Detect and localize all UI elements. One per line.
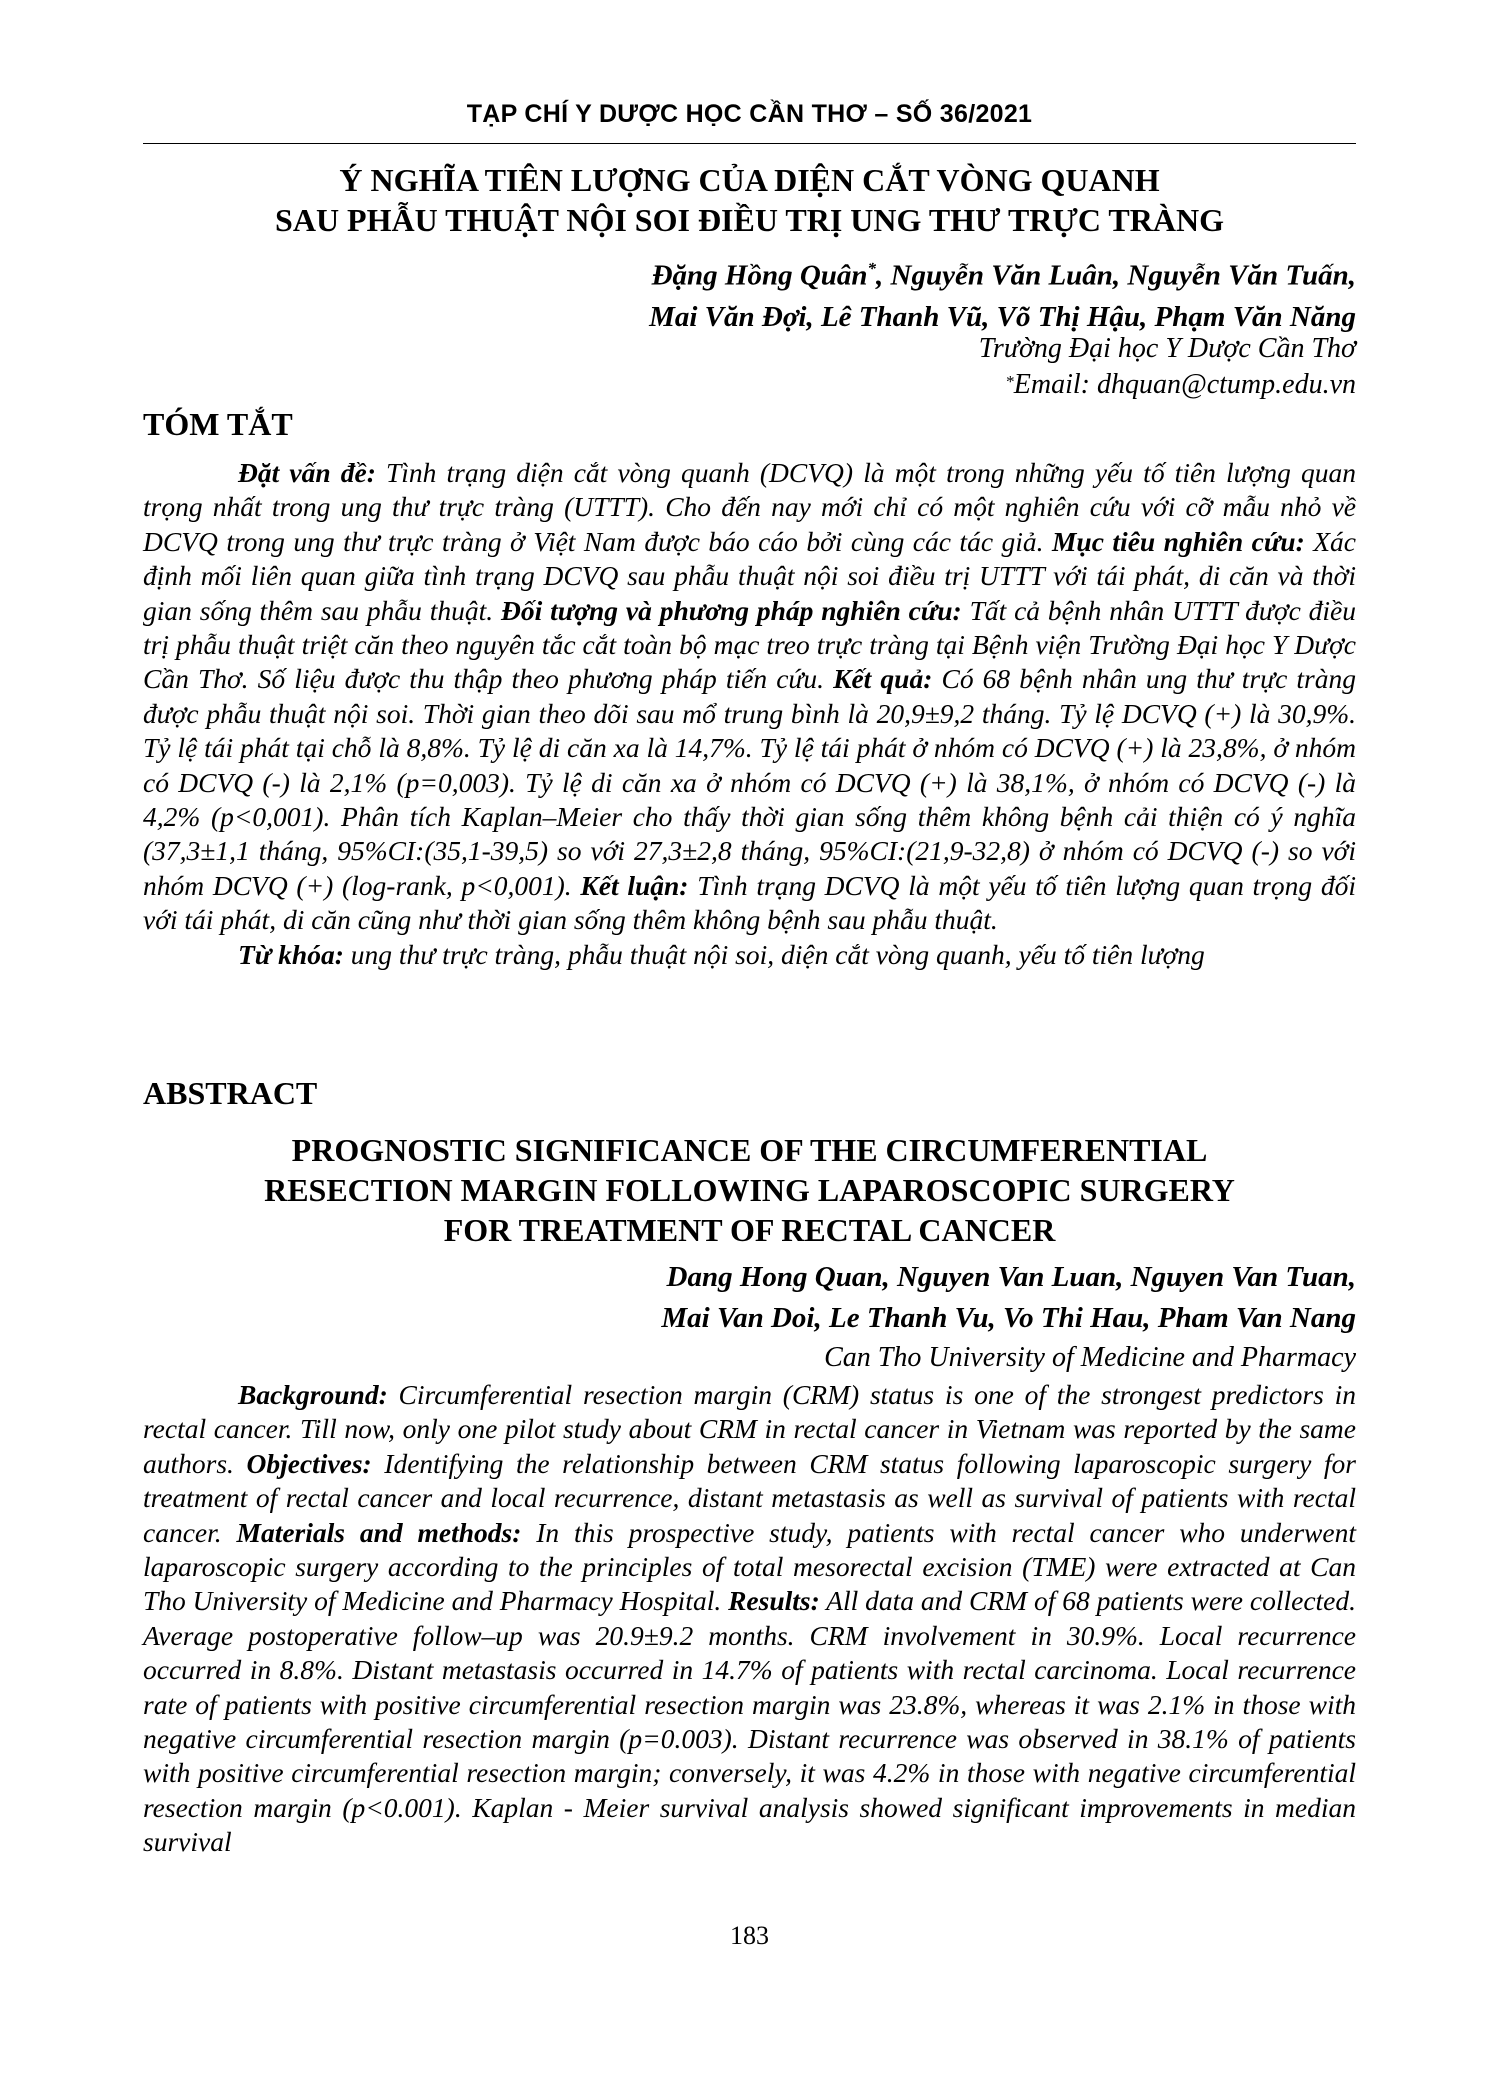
english-title — [143, 1130, 1356, 1250]
section-heading-abstract: ABSTRACT — [143, 1075, 318, 1111]
english-title-line-1: PROGNOSTIC SIGNIFICANCE OF THE CIRCUMFERENTIAL — [291, 1132, 1208, 1168]
english-abstract-paragraph — [143, 1378, 1356, 1860]
vietnamese-abstract-paragraph — [143, 456, 1356, 938]
label-methods-en: Materials and methods: — [236, 1516, 522, 1548]
english-abstract — [143, 1378, 1356, 1860]
text-background-vi: Tình trạng diện cắt vòng quanh (DCVQ) là một trong những yếu tố tiên lượng quan trọng nhất trong ung thư trực tràng (UTTT). Cho đến nay mới chỉ có một nghiên cứu với cỡ mẫu nhỏ về DCVQ trong ung thư trực tràng ở Việt Nam được báo cáo bởi cùng các tác giả. — [143, 457, 1356, 557]
label-methods-vi: Đối tượng và phương pháp nghiên cứu: — [501, 594, 962, 626]
page-number: 183 — [730, 1921, 769, 1950]
english-authors — [256, 1257, 1356, 1339]
label-background-en: Background: — [238, 1379, 388, 1410]
text-conclusion-vi: Tình trạng DCVQ là một yếu tố tiên lượng quan trọng đối với tái phát, di căn cũng như thời gian sống thêm không bệnh sau phẫu thuật. — [143, 869, 1356, 936]
english-affiliation: Can Tho University of Medicine and Pharmacy — [824, 1342, 1356, 1373]
co-authors-line-1: , Nguyễn Văn Luân, Nguyễn Văn Tuấn, — [876, 259, 1356, 292]
text-results-vi: Có 68 bệnh nhân ung thư trực tràng được phẫu thuật nội soi. Thời gian theo dõi sau mổ trung bình là 20,9±9,2 tháng. Tỷ lệ DCVQ (+) là 30,9%. Tỷ lệ tái phát tại chỗ là 8,8%. Tỷ lệ di căn xa là 14,7%. Tỷ lệ tái phát ở nhóm có DCVQ (+) là 23,8%, ở nhóm có DCVQ (-) là 2,1% (p=0,003). Tỷ lệ di căn xa ở nhóm có DCVQ (+) là 38,1%, ở nhóm có DCVQ (-) là 4,2% (p<0,001). Phân tích Kaplan–Meier cho thấy thời gian sống thêm không bệnh cải thiện có ý nghĩa (37,3±1,1 tháng, 95%CI:(35,1-39,5) so với 27,3±2,8 tháng, 95%CI:(21,9-32,8) ở nhóm có DCVQ (-) so với nhóm DCVQ (+) (log-rank, p<0,001). — [143, 663, 1356, 901]
text-methods-en: In this prospective study, patients with rectal cancer who underwent laparoscopic surgery according to the principles of total mesorectal excision (TME) were extracted at Can Tho University of Medicine and Pharmacy Hospital. — [143, 1516, 1356, 1617]
email-mark: * — [1005, 372, 1014, 391]
corresponding-email — [456, 367, 1356, 403]
text-objectives-en: Identifying the relationship between CRM status following laparoscopic surgery for treatment of rectal cancer and local recurrence, distant metastasis as well as survival of patients with rectal cancer. — [143, 1447, 1357, 1548]
label-results-en: Results: — [728, 1585, 820, 1617]
text-objectives-vi: Xác định mối liên quan giữa tình trạng DCVQ sau phẫu thuật nội soi điều trị UTTT với tái phát, di căn và thời gian sống thêm sau phẫu thuật. — [143, 525, 1356, 626]
label-objectives-vi: Mục tiêu nghiên cứu: — [1051, 525, 1305, 557]
journal-header: TẠP CHÍ Y DƯỢC HỌC CẦN THƠ – SỐ 36/2021 — [466, 100, 1033, 128]
vietnamese-title — [143, 160, 1356, 240]
text-results-en: All data and CRM of 68 patients were collected. Average postoperative follow–up was 20.9±9.2 months. CRM involvement in 30.9%. Local recurrence occurred in 8.8%. Distant metastasis occurred in 14.7% of patients with rectal carcinoma. Local recurrence rate of patients with positive circumferential resection margin was 23.8%, whereas it was 2.1% in those with negative circumferential resection margin (p=0.003). Distant recurrence was observed in 38.1% of patients with positive circumferential resection margin; conversely, it was 4.2% in those with negative circumferential resection margin (p<0.001). Kaplan - Meier survival analysis showed significant improvements in median survival — [143, 1585, 1357, 1858]
english-authors-line-1: Dang Hong Quan, Nguyen Van Luan, Nguyen Van Tuan, — [666, 1261, 1356, 1293]
vietnamese-title-line-2: SAU PHẪU THUẬT NỘI SOI ĐIỀU TRỊ UNG THƯ TRỰC TRÀNG — [275, 202, 1224, 238]
label-results-vi: Kết quả: — [833, 663, 933, 695]
text-methods-vi: Tất cả bệnh nhân UTTT được điều trị phẫu thuật triệt căn theo nguyên tắc cắt toàn bộ mạc treo trực tràng tại Bệnh viện Trường Đại học Y Dược Cần Thơ. Số liệu được thu thập theo phương pháp tiến cứu. — [143, 594, 1356, 695]
email-text: Email: dhquan@ctump.edu.vn — [1013, 369, 1356, 400]
label-objectives-en: Objectives: — [246, 1447, 372, 1479]
vietnamese-keywords — [143, 938, 1356, 972]
vietnamese-authors-line-2: Mai Văn Đợi, Lê Thanh Vũ, Võ Thị Hậu, Phạm Văn Năng — [649, 300, 1356, 333]
header-rule — [143, 143, 1356, 144]
corresponding-author: Đặng Hồng Quân — [651, 259, 868, 292]
label-keywords-vi: Từ khóa: — [238, 938, 344, 970]
vietnamese-abstract — [143, 456, 1356, 972]
section-heading-tom-tat: TÓM TẮT — [143, 406, 293, 442]
text-background-en: Circumferential resection margin (CRM) status is one of the strongest predictors in rectal cancer. Till now, only one pilot study about CRM in rectal cancer in Vietnam was reported by the same authors. — [143, 1379, 1356, 1479]
vietnamese-title-line-1: Ý NGHĨA TIÊN LƯỢNG CỦA DIỆN CẮT VÒNG QUANH — [339, 162, 1160, 198]
english-title-line-2: RESECTION MARGIN FOLLOWING LAPAROSCOPIC SURGERY — [264, 1172, 1235, 1208]
corresponding-author-mark: * — [867, 259, 877, 278]
label-conclusion-vi: Kết luận: — [580, 869, 689, 901]
english-authors-line-2: Mai Van Doi, Le Thanh Vu, Vo Thi Hau, Pham Van Nang — [661, 1302, 1356, 1334]
vietnamese-authors-line-1 — [256, 248, 1356, 297]
text-keywords-vi: ung thư trực tràng, phẫu thuật nội soi, diện cắt vòng quanh, yếu tố tiên lượng — [343, 938, 1205, 970]
label-background-vi: Đặt vấn đề: — [238, 457, 376, 488]
vietnamese-authors — [256, 248, 1356, 338]
english-title-line-3: FOR TREATMENT OF RECTAL CANCER — [443, 1212, 1056, 1248]
vietnamese-affiliation: Trường Đại học Y Dược Cần Thơ — [978, 333, 1356, 364]
